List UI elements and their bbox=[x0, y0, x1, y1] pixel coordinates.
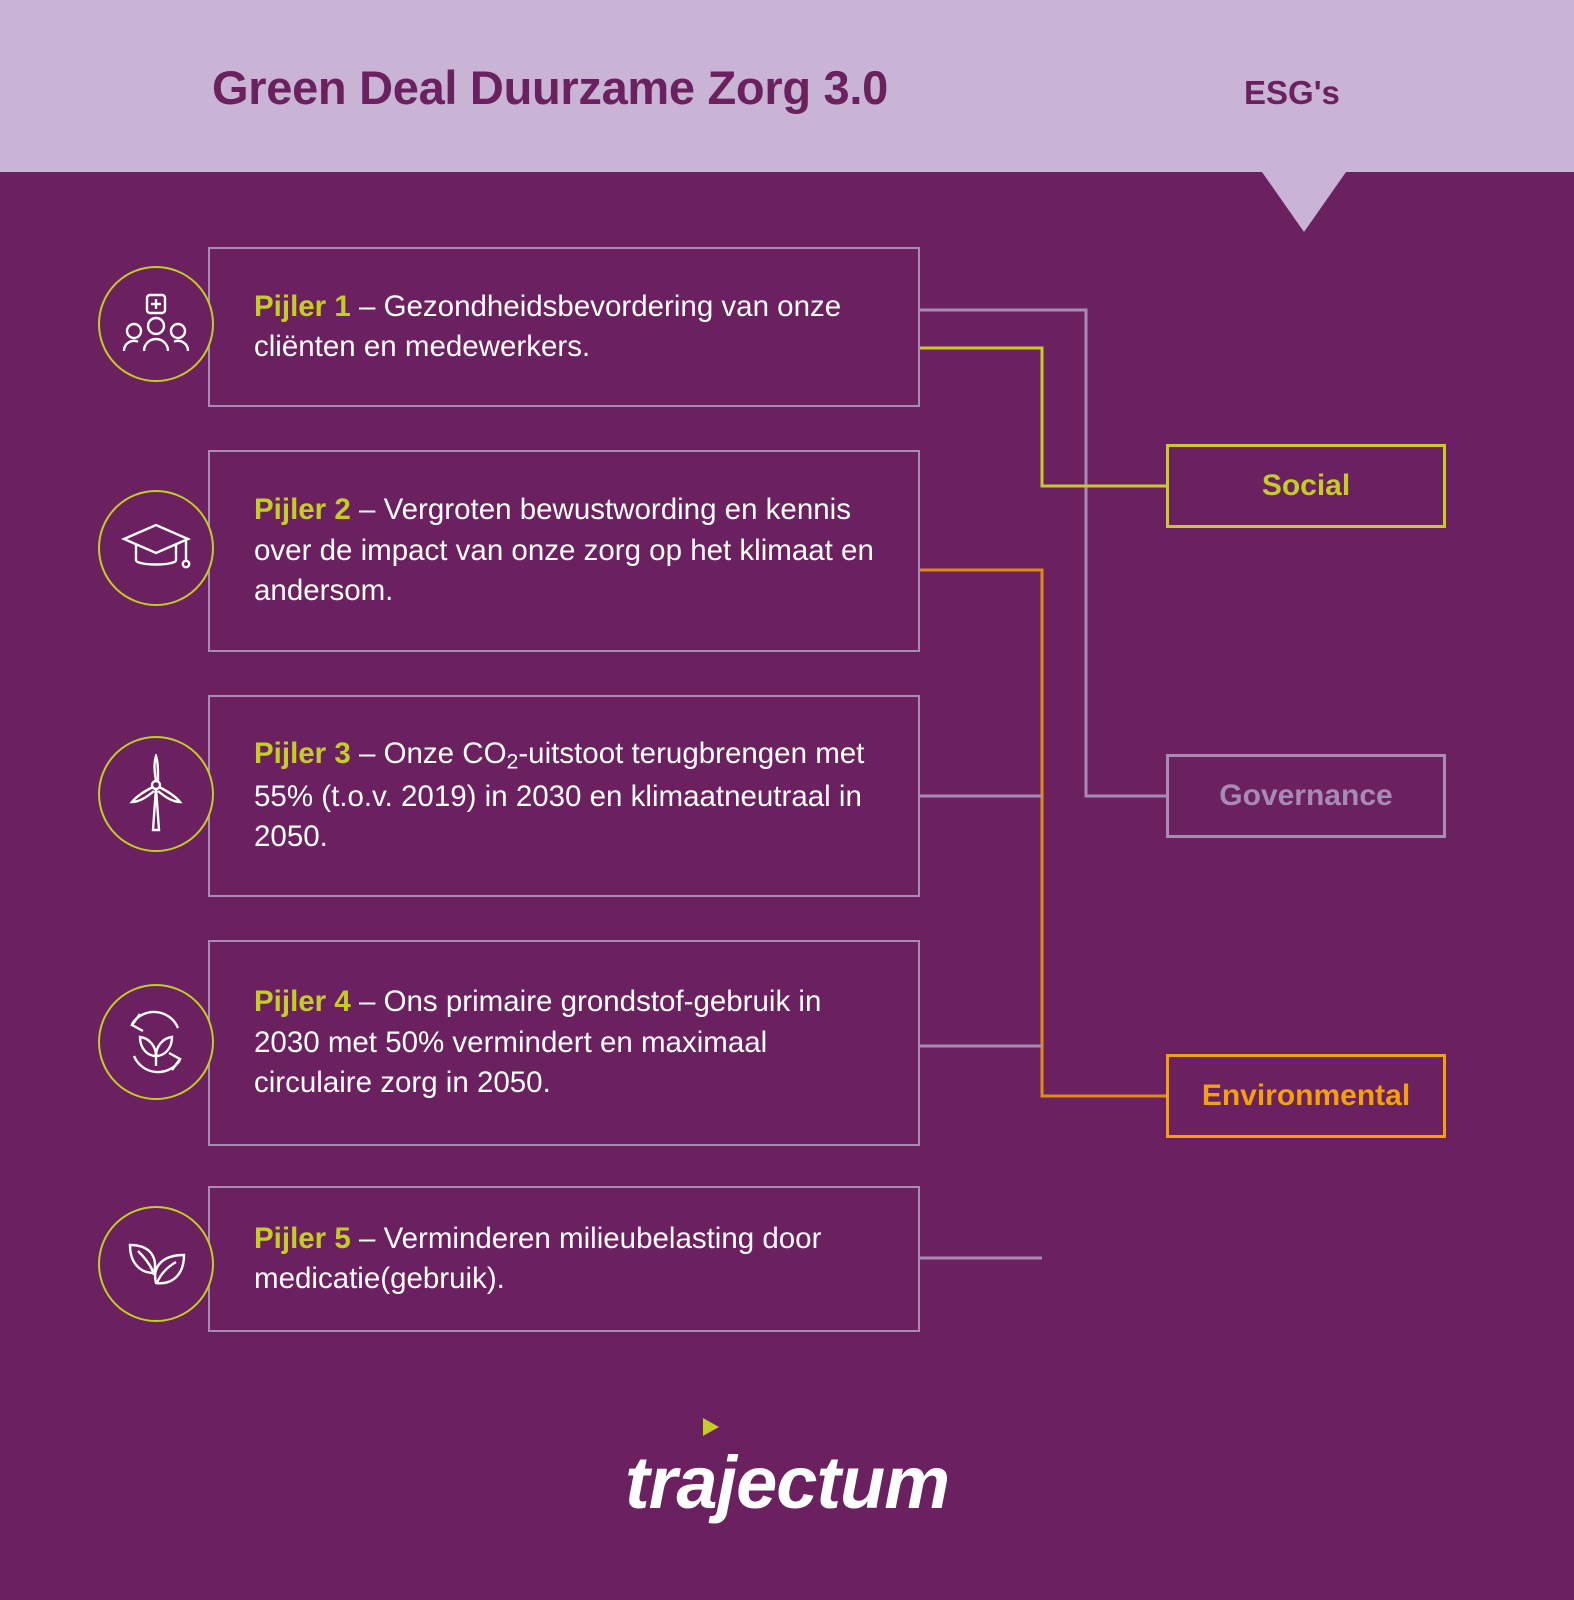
circular-recycle-leaf-icon bbox=[98, 984, 214, 1100]
pillar-1-dash: – bbox=[350, 289, 384, 323]
pillar-4-label: Pijler 4 bbox=[254, 985, 351, 1019]
pillar-3-body-before: Onze CO bbox=[383, 737, 507, 771]
pillar-2-label: Pijler 2 bbox=[254, 493, 351, 527]
esg-header-label: ESG's bbox=[1244, 74, 1340, 111]
pillar-5-body: Verminderen milieubelasting door medicatie(gebruik). bbox=[254, 1221, 822, 1295]
pillar-3-subscript: 2 bbox=[506, 749, 519, 774]
esg-social-label: Social bbox=[1261, 469, 1351, 502]
leaves-icon bbox=[98, 1206, 214, 1322]
esg-box-social[interactable] bbox=[1166, 444, 1446, 528]
pillar-1-label: Pijler 1 bbox=[254, 289, 351, 323]
graduation-cap-icon bbox=[98, 490, 214, 606]
health-people-icon bbox=[98, 266, 214, 382]
pillar-1-body: Gezondheidsbevordering van onze cliënten en medewerkers. bbox=[254, 289, 842, 363]
esg-environmental-label: Environmental bbox=[1201, 1079, 1411, 1112]
trajectum-logo: trajectum bbox=[624, 1441, 950, 1524]
esg-box-environmental[interactable] bbox=[1166, 1054, 1446, 1138]
pillar-2-dash: – bbox=[350, 493, 384, 527]
pillar-5-dash: – bbox=[350, 1221, 384, 1255]
pillar-4-body: Ons primaire grondstof-gebruik in 2030 met 50% vermindert en maximaal circulaire zorg in 2050. bbox=[254, 985, 822, 1100]
esg-box-governance[interactable] bbox=[1166, 754, 1446, 838]
pillar-3-body-after: -uitstoot terugbrengen met 55% (t.o.v. 2019) in 2030 en klimaatneutraal in 2050. bbox=[254, 737, 865, 854]
pillar-2-body: Vergroten bewustwording en kennis over de impact van onze zorg op het klimaat en andersom. bbox=[254, 493, 874, 608]
pillar-4-dash: – bbox=[350, 985, 384, 1019]
wind-turbine-icon bbox=[98, 736, 214, 852]
pillar-3-label: Pijler 3 bbox=[254, 737, 351, 771]
pillar-3-dash: – bbox=[350, 737, 384, 771]
page-title: Green Deal Duurzame Zorg 3.0 bbox=[212, 61, 888, 114]
esg-governance-label: Governance bbox=[1219, 779, 1393, 812]
pillar-5-label: Pijler 5 bbox=[254, 1221, 351, 1255]
